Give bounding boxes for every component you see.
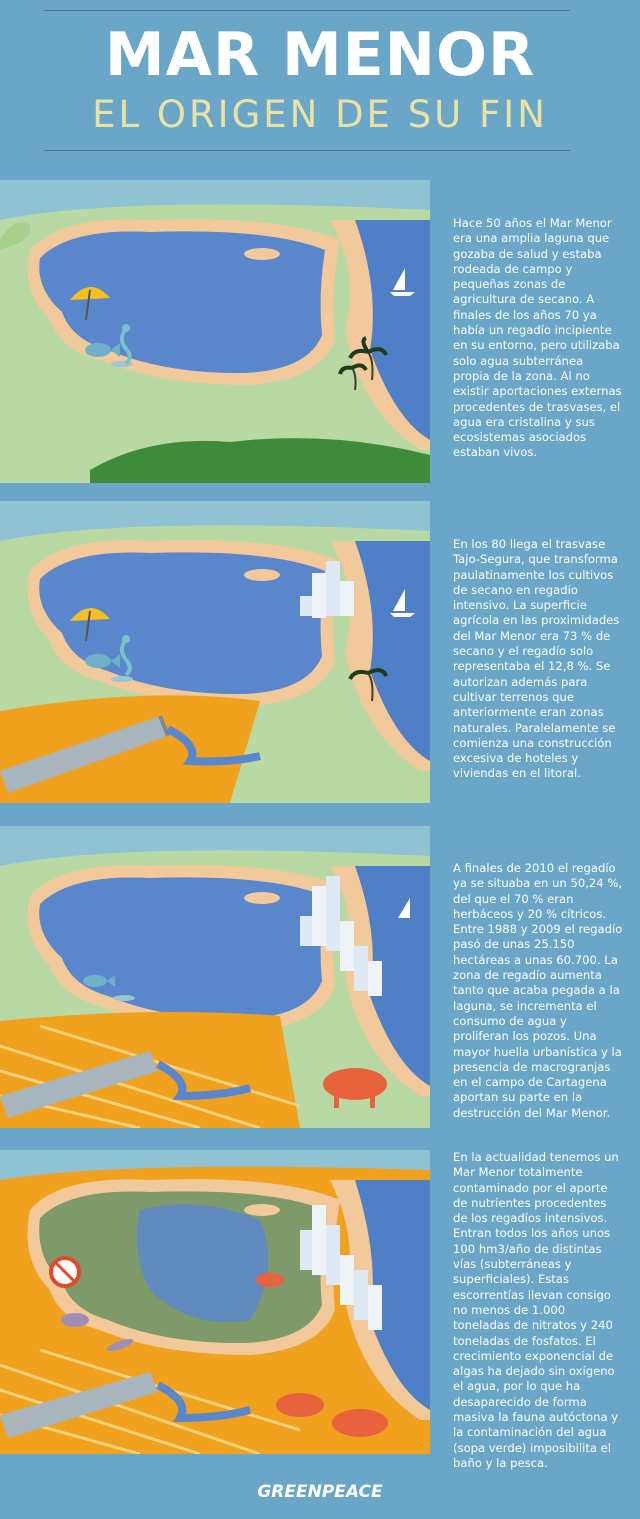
section-3-text: A finales de 2010 el regadío ya se situaba en un 50,24 %, del que el 70 % eran herbáceos y 20 % cítricos. Entre 1988 y 2009 el regadío pasó de unas 25.150 hectáreas a unas 60.700. La zona de regadío aumenta tanto que acaba pegada a la laguna, se incrementa el consumo de agua y proliferan los pozos. Una mayor huella urbanística y la presencia de macrogranjas en el campo de Cartagena aportan su parte en la destrucción del Mar Menor.: [453, 861, 623, 1120]
top-rule: [44, 10, 570, 11]
illustration-panel-3: [0, 826, 430, 1128]
page-title: MAR MENOR: [104, 20, 536, 90]
header-rule: [44, 150, 570, 151]
page-subtitle: EL ORIGEN DE SU FIN: [92, 93, 548, 136]
no-swimming-icon: [51, 1258, 79, 1286]
illustration-panel-2: [0, 501, 430, 803]
illustration-panel-1: [0, 180, 430, 483]
section-4-text: En la actualidad tenemos un Mar Menor totalmente contaminado por el aporte de nutrientes procedentes de los regadíos intensivos. Entran todos los años unos 100 hm3/año de distintas vías (subterráneas y superficiales). Estas escorrentías llevan consigo no menos de 1.000 toneladas de nitratos y 240 toneladas de fosfatos. El crecimiento exponencial de algas ha dejado sin oxígeno el agua, por lo que ha desaparecido de forma masiva la fauna autóctona y la contaminación del agua (sopa verde) imposibilita el baño y la pesca.: [453, 1150, 619, 1470]
greenpeace-logo[interactable]: GREENPEACE: [257, 1482, 383, 1502]
illustration-panel-4: [0, 1150, 430, 1454]
sand-island: [244, 248, 280, 260]
section-2-text: En los 80 llega el trasvase Tajo-Segura, que transforma paulatinamente los cultivos de secano en regadío intensivo. La superficie agrícola en las proximidades del Mar Menor era 73 % de secano y el regadío solo representaba el 12,8 %. Se autorizan además para cultivar terrenos que anteriormente eran zonas naturales. Paralelamente se comienza una construcción excesiva de hoteles y viviendas en el litoral.: [453, 537, 620, 781]
section-1-text: Hace 50 años el Mar Menor era una amplia laguna que gozaba de salud y estaba rodeada de campo y pequeñas zonas de agricultura de secano. A finales de los años 70 ya había un regadío incipiente en su entorno, pero utilizaba solo agua subterránea propia de la zona. Al no existir aportaciones externas procedentes de trasvases, el agua era cristalina y sus ecosistemas asociados estaban vivos.: [453, 216, 622, 460]
